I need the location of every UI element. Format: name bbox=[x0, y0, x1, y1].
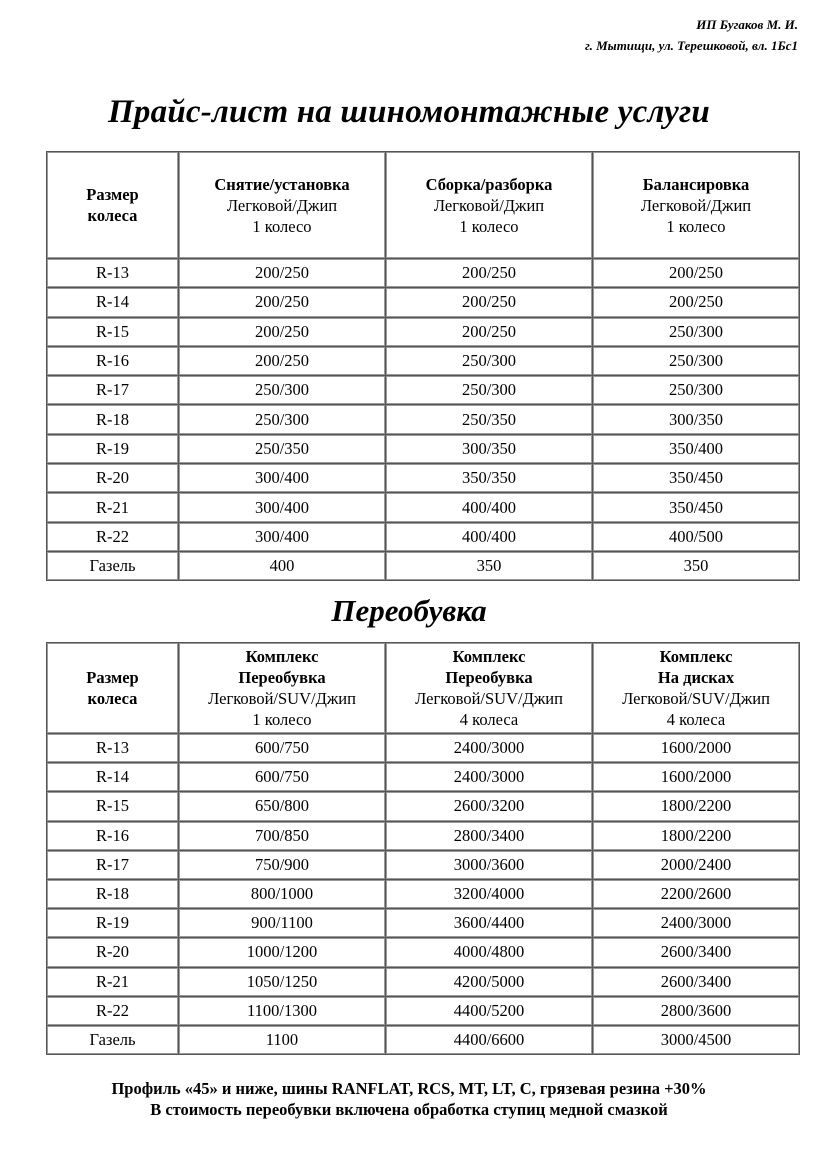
wheel-size-cell: R-18 bbox=[47, 405, 179, 434]
table-row bbox=[47, 523, 800, 552]
price-cell: 300/400 bbox=[179, 464, 386, 493]
price-cell: 350/450 bbox=[593, 464, 800, 493]
price-cell: 400/400 bbox=[386, 523, 593, 552]
header-complex-change-4-wheels: Комплекс Переобувка Легковой/SUV/Джип 4 колеса bbox=[386, 643, 593, 734]
price-cell: 200/250 bbox=[179, 288, 386, 317]
price-cell: 600/750 bbox=[179, 734, 386, 763]
price-cell: 600/750 bbox=[179, 763, 386, 792]
price-cell: 4000/4800 bbox=[386, 938, 593, 967]
tire-change-title: Переобувка bbox=[331, 593, 487, 628]
price-cell: 2400/3000 bbox=[386, 734, 593, 763]
table-row bbox=[47, 851, 800, 880]
price-cell: 4200/5000 bbox=[386, 968, 593, 997]
price-cell: 300/350 bbox=[593, 405, 800, 434]
price-cell: 200/250 bbox=[386, 259, 593, 288]
wheel-size-cell: R-15 bbox=[47, 792, 179, 821]
wheel-size-cell: R-17 bbox=[47, 851, 179, 880]
header-mounting-dismounting: Сборка/разборка Легковой/Джип 1 колесо bbox=[386, 152, 593, 259]
price-cell: 400/400 bbox=[386, 493, 593, 522]
price-cell: 1100/1300 bbox=[179, 997, 386, 1026]
price-cell: 1100 bbox=[179, 1026, 386, 1055]
table-row bbox=[47, 435, 800, 464]
price-cell: 300/400 bbox=[179, 523, 386, 552]
wheel-size-cell: Газель bbox=[47, 1026, 179, 1055]
table-row bbox=[47, 318, 800, 347]
price-cell: 250/300 bbox=[386, 347, 593, 376]
price-cell: 2800/3400 bbox=[386, 822, 593, 851]
wheel-size-cell: R-21 bbox=[47, 968, 179, 997]
header-removal-installation: Снятие/установка Легковой/Джип 1 колесо bbox=[179, 152, 386, 259]
table-row bbox=[47, 968, 800, 997]
price-cell: 250/300 bbox=[179, 376, 386, 405]
price-cell: 200/250 bbox=[593, 259, 800, 288]
header-wheel-size: Размер колеса bbox=[47, 152, 179, 259]
price-cell: 200/250 bbox=[593, 288, 800, 317]
price-cell: 750/900 bbox=[179, 851, 386, 880]
wheel-size-cell: R-22 bbox=[47, 523, 179, 552]
price-cell: 3200/4000 bbox=[386, 880, 593, 909]
price-cell: 2400/3000 bbox=[386, 763, 593, 792]
table-header-row bbox=[47, 152, 800, 259]
price-cell: 4400/6600 bbox=[386, 1026, 593, 1055]
price-cell: 200/250 bbox=[386, 288, 593, 317]
price-cell: 200/250 bbox=[386, 318, 593, 347]
price-cell: 2800/3600 bbox=[593, 997, 800, 1026]
price-cell: 2600/3400 bbox=[593, 938, 800, 967]
table-row bbox=[47, 552, 800, 581]
price-cell: 2400/3000 bbox=[593, 909, 800, 938]
table-row bbox=[47, 822, 800, 851]
price-cell: 250/300 bbox=[386, 376, 593, 405]
price-cell: 1600/2000 bbox=[593, 734, 800, 763]
wheel-size-cell: R-19 bbox=[47, 909, 179, 938]
wheel-size-cell: R-21 bbox=[47, 493, 179, 522]
table-row bbox=[47, 997, 800, 1026]
table-row bbox=[47, 792, 800, 821]
wheel-size-cell: R-13 bbox=[47, 259, 179, 288]
company-name: ИП Бугаков М. И. bbox=[696, 17, 798, 32]
price-cell: 2600/3400 bbox=[593, 968, 800, 997]
wheel-size-cell: R-18 bbox=[47, 880, 179, 909]
wheel-size-cell: R-20 bbox=[47, 464, 179, 493]
wheel-size-cell: Газель bbox=[47, 552, 179, 581]
tire-service-price-table bbox=[46, 151, 800, 581]
price-cell: 250/300 bbox=[179, 405, 386, 434]
price-cell: 900/1100 bbox=[179, 909, 386, 938]
table-header-row bbox=[47, 643, 800, 734]
header-complex-change-1-wheel: Комплекс Переобувка Легковой/SUV/Джип 1 колесо bbox=[179, 643, 386, 734]
company-header bbox=[585, 14, 798, 56]
table-row bbox=[47, 464, 800, 493]
price-cell: 2600/3200 bbox=[386, 792, 593, 821]
price-cell: 1000/1200 bbox=[179, 938, 386, 967]
price-cell: 400/500 bbox=[593, 523, 800, 552]
price-cell: 300/400 bbox=[179, 493, 386, 522]
price-cell: 250/350 bbox=[386, 405, 593, 434]
price-cell: 200/250 bbox=[179, 259, 386, 288]
table-row bbox=[47, 405, 800, 434]
wheel-size-cell: R-16 bbox=[47, 347, 179, 376]
wheel-size-cell: R-14 bbox=[47, 763, 179, 792]
price-cell: 2000/2400 bbox=[593, 851, 800, 880]
price-cell: 1800/2200 bbox=[593, 822, 800, 851]
table-row bbox=[47, 734, 800, 763]
wheel-size-cell: R-20 bbox=[47, 938, 179, 967]
wheel-size-cell: R-22 bbox=[47, 997, 179, 1026]
price-cell: 350 bbox=[386, 552, 593, 581]
tire-change-price-table bbox=[46, 642, 800, 1055]
price-list-title: Прайс-лист на шиномонтажные услуги bbox=[108, 94, 710, 130]
table-row bbox=[47, 938, 800, 967]
price-cell: 1050/1250 bbox=[179, 968, 386, 997]
price-cell: 250/300 bbox=[593, 376, 800, 405]
company-address: г. Мытищи, ул. Терешковой, вл. 1Бс1 bbox=[584, 38, 798, 53]
wheel-size-cell: R-19 bbox=[47, 435, 179, 464]
table-row bbox=[47, 880, 800, 909]
price-cell: 1600/2000 bbox=[593, 763, 800, 792]
header-balancing: Балансировка Легковой/Джип 1 колесо bbox=[593, 152, 800, 259]
price-cell: 400 bbox=[179, 552, 386, 581]
table-row bbox=[47, 259, 800, 288]
price-cell: 200/250 bbox=[179, 347, 386, 376]
price-cell: 350/450 bbox=[593, 493, 800, 522]
footer-hub-note: В стоимость переобувки включена обработка ступиц медной смазкой bbox=[150, 1100, 668, 1119]
table-row bbox=[47, 288, 800, 317]
price-cell: 3000/4500 bbox=[593, 1026, 800, 1055]
table-row bbox=[47, 376, 800, 405]
footer-surcharge-note: Профиль «45» и ниже, шины RANFLAT, RCS, MT, LT, C, грязевая резина +30% bbox=[111, 1079, 707, 1098]
wheel-size-cell: R-15 bbox=[47, 318, 179, 347]
price-cell: 2200/2600 bbox=[593, 880, 800, 909]
wheel-size-cell: R-17 bbox=[47, 376, 179, 405]
wheel-size-cell: R-13 bbox=[47, 734, 179, 763]
price-cell: 350 bbox=[593, 552, 800, 581]
table-row bbox=[47, 493, 800, 522]
footer-notes bbox=[0, 1078, 818, 1120]
price-cell: 700/850 bbox=[179, 822, 386, 851]
wheel-size-cell: R-16 bbox=[47, 822, 179, 851]
table-row bbox=[47, 347, 800, 376]
price-cell: 250/300 bbox=[593, 318, 800, 347]
table-row bbox=[47, 763, 800, 792]
price-cell: 1800/2200 bbox=[593, 792, 800, 821]
table-row bbox=[47, 1026, 800, 1055]
price-cell: 250/300 bbox=[593, 347, 800, 376]
price-cell: 350/350 bbox=[386, 464, 593, 493]
price-cell: 250/350 bbox=[179, 435, 386, 464]
price-cell: 300/350 bbox=[386, 435, 593, 464]
price-cell: 200/250 bbox=[179, 318, 386, 347]
header-complex-on-rims: Комплекс На дисках Легковой/SUV/Джип 4 колеса bbox=[593, 643, 800, 734]
price-cell: 350/400 bbox=[593, 435, 800, 464]
wheel-size-cell: R-14 bbox=[47, 288, 179, 317]
price-cell: 650/800 bbox=[179, 792, 386, 821]
table-row bbox=[47, 909, 800, 938]
price-cell: 3000/3600 bbox=[386, 851, 593, 880]
price-cell: 800/1000 bbox=[179, 880, 386, 909]
price-cell: 3600/4400 bbox=[386, 909, 593, 938]
price-cell: 4400/5200 bbox=[386, 997, 593, 1026]
header-wheel-size: Размер колеса bbox=[47, 643, 179, 734]
